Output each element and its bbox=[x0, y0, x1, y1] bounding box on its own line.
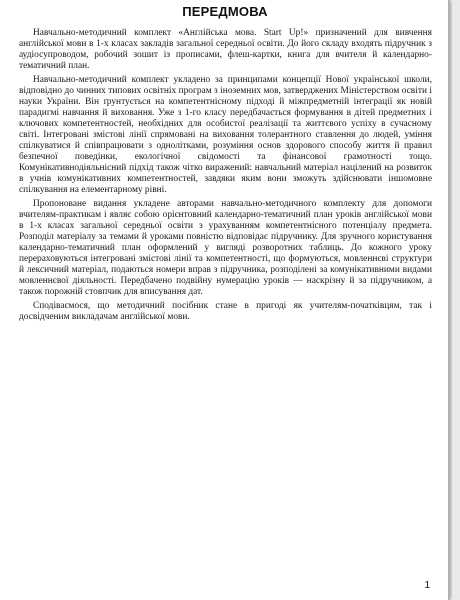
paragraph-principles: Навчально-методичний комплект укладено за принципами концепції Нової української школи, відповідно до чинних типових освітніх програм з іноземних мов, затверджених Міністерством освіти і науки України. Він ґрунтується на компетентнісному підході й міжпредметній інтеграції як новій парадигмі навчання й виховання. Уже з 1-го класу передбачається формування в дітей предметних і ключових компетентностей, необхідних для особистої реалізації та життєвого успіху в сучасному світі. Інтегровані змістові лінії спрямовані на виховання толерантного ставлення до людей, уміння спілкуватися й співпрацювати з однолітками, розуміння основ здорового способу життя й правил безпечної поведінки, екологічної свідомості та фінансової грамотності тощо. Комунікативнодіяльнісний підхід також чітко виражений: навчальний матеріал націлений на розвиток в учнів комунікативних компетентностей, завдяки яким вони зможуть здійснювати іншомовне спілкування на елементарному рівні. bbox=[19, 75, 432, 195]
document-body bbox=[19, 28, 432, 326]
paragraph-edition: Пропоноване видання укладене авторами навчально-методичного комплекту для допомоги вчителям-практикам і являє собою орієнтовний календарно-тематичний план уроків англійської мови в 1-х класах загальної середньої освіти з урахуванням компетентнісного потенціалу предмета. Розподіл матеріалу за темами й уроками повністю відповідає підручнику. Для зручного користування календарно-тематичний план оформлений у вигляді розворотних таблиць. До кожного уроку перераховуються інтегровані змістові лінії та компетентності, що формуються, мовленнєві структури й лексичний матеріал, подаються номери вправ з підручника, розподілені за комунікативними видами мовленнєвої діяльності. Передбачено подвійну нумерацію уроків — наскрізну й за підручником, а також порожній стовпчик для вписування дат. bbox=[19, 199, 432, 297]
page-edge-shadow bbox=[452, 0, 460, 600]
page-number: 1 bbox=[424, 580, 430, 591]
page-title: ПЕРЕДМОВА bbox=[182, 4, 268, 19]
paragraph-intro: Навчально-методичний комплект «Англійська мова. Start Up!» призначений для вивчення англійської мови в 1-х класах закладів загальної середньої освіти. До його складу входять підручник з аудіосупроводом, робочий зошит із прописами, флеш-картки, книга для вчителя й календарно-тематичний план. bbox=[19, 28, 432, 71]
paragraph-closing: Сподіваємося, що методичний посібник стане в пригоді як учителям-початківцям, так і досвідченим викладачам англійської мови. bbox=[19, 301, 432, 322]
